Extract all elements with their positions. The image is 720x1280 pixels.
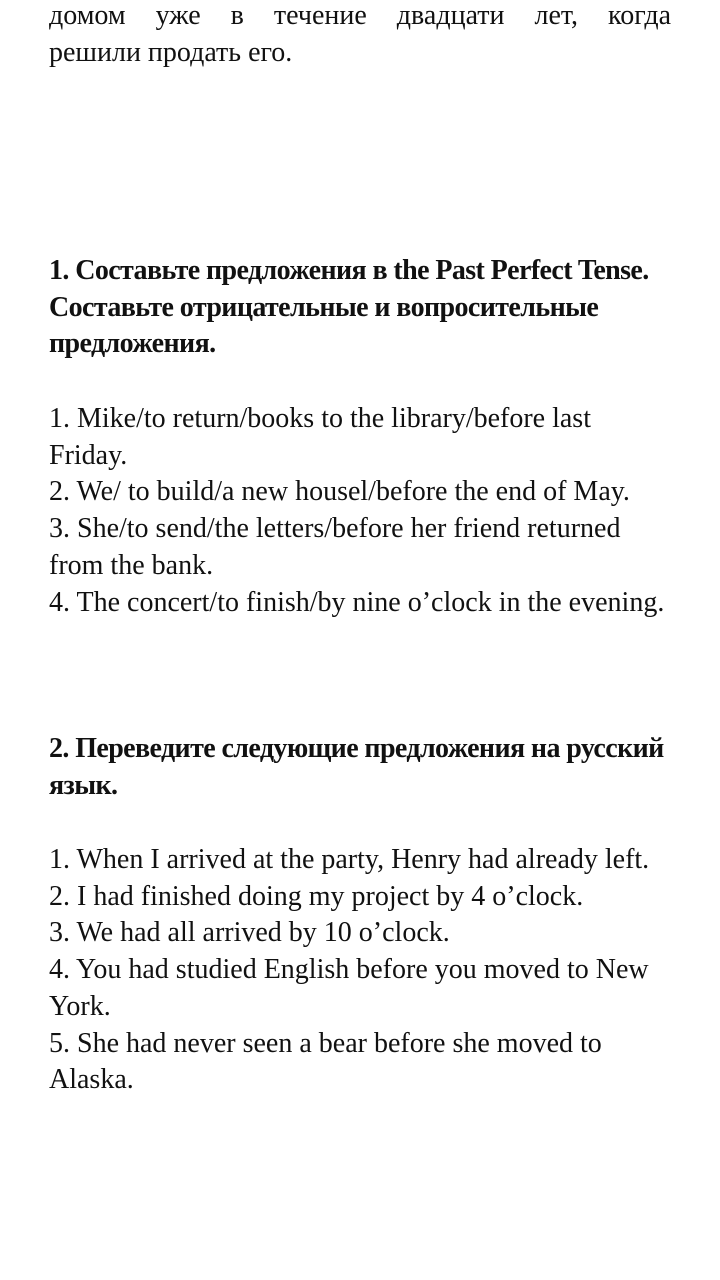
task-1-heading: 1. Составьте предложения в the Past Perfect Tense. Составьте отрицательные и вопросительные предложения. [49, 255, 649, 360]
list-item: 4. You had studied English before you moved to New York. [49, 954, 649, 1022]
intro-line: домом уже в течение двадцати лет, когда [49, 0, 671, 31]
task-2 [49, 731, 671, 804]
task-2-list [49, 842, 671, 1099]
list-item: 1. When I arrived at the party, Henry had already left. [49, 844, 650, 875]
list-item: 5. She had never seen a bear before she moved to Alaska. [49, 1027, 602, 1096]
list-item: 2. I had finished doing my project by 4 o’clock. [49, 880, 584, 912]
task-1-list [49, 401, 671, 621]
list-item: 4. The concert/to finish/by nine o’clock in the evening. [49, 586, 665, 618]
intro-line: решили продать его. [49, 36, 293, 68]
list-item: 2. We/ to build/a new housel/before the end of May. [49, 476, 630, 508]
list-item: 3. We had all arrived by 10 o’clock. [49, 917, 450, 949]
task-1 [49, 253, 671, 363]
list-item: 3. She/to send/the letters/before her friend returned from the bank. [49, 513, 621, 581]
list-item: 1. Mike/to return/books to the library/before last Friday. [49, 403, 591, 471]
intro-paragraph [49, 0, 671, 71]
task-2-heading: 2. Переведите следующие предложения на русский язык. [49, 733, 664, 801]
